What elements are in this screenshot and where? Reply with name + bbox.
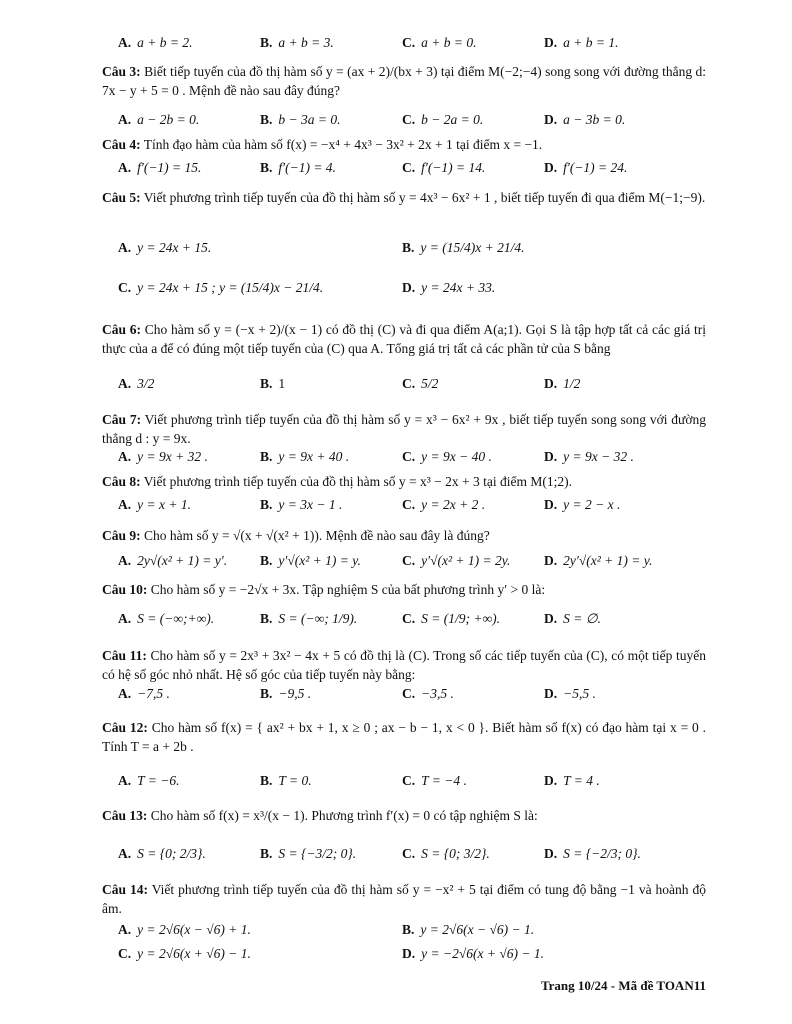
option-a <box>118 112 199 128</box>
question-stem: Cho hàm số y = (−x + 2)/(x − 1) có đồ thị (C) và đi qua điểm A(a;1). Gọi S là tập hợp tất cả các giá trị thực của a để có đúng một tiếp tuyến của (C) qua A. Tổng giá trị tất cả các phần tử của S bằng <box>102 322 706 356</box>
option-label: A. <box>118 611 132 626</box>
question-number: Câu 7: <box>102 412 142 427</box>
option-b <box>260 497 342 513</box>
question-number: Câu 14: <box>102 882 148 897</box>
option-text: f′(−1) = 24. <box>563 160 628 175</box>
q6-options <box>118 376 708 395</box>
option-text: T = 0. <box>278 773 312 788</box>
option-a <box>118 553 227 569</box>
option-d <box>544 376 580 392</box>
question-number: Câu 9: <box>102 528 141 543</box>
q11-options <box>118 686 708 705</box>
option-label: D. <box>544 773 558 788</box>
option-label: B. <box>260 686 273 701</box>
option-text: S = {0; 3/2}. <box>421 846 490 861</box>
option-b <box>260 611 357 627</box>
question-10 <box>102 580 706 599</box>
option-b <box>402 240 524 256</box>
option-label: A. <box>118 846 132 861</box>
question-stem: Viết phương trình tiếp tuyến của đồ thị hàm số y = −x² + 5 tại điểm có tung độ bằng −1 và hoành độ âm. <box>102 882 706 916</box>
option-c <box>402 112 483 128</box>
question-stem: Cho hàm số y = −2√x + 3x. Tập nghiệm S của bất phương trình y′ > 0 là: <box>150 582 546 597</box>
option-text: y′√(x² + 1) = 2y. <box>421 553 511 568</box>
question-14 <box>102 880 706 918</box>
option-text: S = {0; 2/3}. <box>137 846 206 861</box>
question-7 <box>102 410 706 448</box>
option-text: y = 2x + 2 . <box>421 497 486 512</box>
option-label: B. <box>402 240 415 255</box>
option-text: y = 9x − 32 . <box>563 449 634 464</box>
option-text: y = 24x + 15 ; y = (15/4)x − 21/4. <box>137 280 324 295</box>
option-label: C. <box>402 846 416 861</box>
q4-options <box>118 160 708 179</box>
option-text: y = 2 − x . <box>563 497 621 512</box>
option-label: D. <box>402 280 416 295</box>
q13-options <box>118 846 708 865</box>
option-text: 1 <box>278 376 286 391</box>
option-d <box>544 846 641 862</box>
option-label: C. <box>402 449 416 464</box>
option-d <box>544 497 620 513</box>
option-a <box>118 773 179 789</box>
option-text: y = 9x − 40 . <box>421 449 492 464</box>
option-text: y = (15/4)x + 21/4. <box>420 240 525 255</box>
question-number: Câu 11: <box>102 648 147 663</box>
option-a <box>118 846 206 862</box>
option-text: y = 9x + 32 . <box>137 449 208 464</box>
question-3 <box>102 62 706 100</box>
option-text: a − 2b = 0. <box>137 112 200 127</box>
option-label: D. <box>544 553 558 568</box>
option-text: y = 9x + 40 . <box>278 449 350 464</box>
question-stem: Viết phương trình tiếp tuyến của đồ thị hàm số y = x³ − 6x² + 9x , biết tiếp tuyến song song với đường thẳng d : y = 9x. <box>102 412 706 446</box>
option-c <box>402 773 467 789</box>
option-text: T = −6. <box>137 773 180 788</box>
option-text: b − 2a = 0. <box>421 112 484 127</box>
option-text: f′(−1) = 15. <box>137 160 202 175</box>
option-text: a + b = 2. <box>137 35 193 50</box>
option-text: a + b = 3. <box>278 35 334 50</box>
q3-options <box>118 112 708 131</box>
option-text: y = 2√6(x − √6) − 1. <box>420 922 535 937</box>
option-d <box>544 686 596 702</box>
option-b <box>260 35 334 51</box>
option-label: C. <box>402 773 416 788</box>
question-stem: Cho hàm số f(x) = { ax² + bx + 1, x ≥ 0 ; ax − b − 1, x < 0 }. Biết hàm số f(x) có đạo hàm tại x = 0 . Tính T = a + 2b . <box>102 720 707 754</box>
question-12 <box>102 718 706 756</box>
option-text: y = −2√6(x + √6) − 1. <box>421 946 544 961</box>
option-label: B. <box>402 922 415 937</box>
option-text: f′(−1) = 14. <box>421 160 486 175</box>
option-text: y = 2√6(x + √6) − 1. <box>137 946 251 961</box>
option-text: −9,5 . <box>278 686 312 701</box>
option-label: A. <box>118 376 132 391</box>
question-number: Câu 4: <box>102 137 141 152</box>
option-label: D. <box>544 160 558 175</box>
option-text: −7,5 . <box>137 686 170 701</box>
option-label: B. <box>260 449 273 464</box>
option-text: 3/2 <box>137 376 155 391</box>
question-number: Câu 3: <box>102 64 141 79</box>
option-text: y = 2√6(x − √6) + 1. <box>137 922 251 937</box>
option-label: D. <box>544 611 558 626</box>
question-stem: Tính đạo hàm của hàm số f(x) = −x⁴ + 4x³ − 3x² + 2x + 1 tại điểm x = −1. <box>143 137 543 152</box>
option-label: D. <box>544 846 558 861</box>
option-text: 2y√(x² + 1) = y′. <box>137 553 228 568</box>
option-label: D. <box>402 946 416 961</box>
option-b <box>402 922 534 938</box>
option-c <box>402 497 485 513</box>
option-text: S = (−∞; 1/9). <box>278 611 358 626</box>
option-a <box>118 240 211 256</box>
option-text: y = 24x + 15. <box>137 240 212 255</box>
option-label: C. <box>402 376 416 391</box>
option-text: 2y′√(x² + 1) = y. <box>563 553 653 568</box>
option-text: y = 3x − 1 . <box>278 497 343 512</box>
option-text: T = −4 . <box>421 773 467 788</box>
option-label: C. <box>402 35 416 50</box>
option-d <box>402 946 544 962</box>
option-text: 5/2 <box>421 376 439 391</box>
q10-options <box>118 611 708 630</box>
option-b <box>260 846 356 862</box>
question-number: Câu 6: <box>102 322 141 337</box>
option-c <box>402 553 510 569</box>
question-stem: Biết tiếp tuyến của đồ thị hàm số y = (ax + 2)/(bx + 3) tại điểm M(−2;−4) song song với đường thẳng d: 7x − y + 5 = 0 . Mệnh đề nào sau đây đúng? <box>102 64 706 98</box>
option-label: D. <box>544 449 558 464</box>
q9-options <box>118 553 708 572</box>
option-label: A. <box>118 773 132 788</box>
option-label: A. <box>118 553 132 568</box>
option-label: C. <box>118 946 132 961</box>
option-label: A. <box>118 240 132 255</box>
option-label: D. <box>544 112 558 127</box>
page-footer: Trang 10/24 - Mã đề TOAN11 <box>540 978 706 993</box>
option-label: B. <box>260 553 273 568</box>
option-label: B. <box>260 160 273 175</box>
option-text: y′√(x² + 1) = y. <box>278 553 361 568</box>
option-c <box>118 280 323 296</box>
option-d <box>544 553 652 569</box>
option-c <box>118 946 251 962</box>
option-text: −3,5 . <box>421 686 454 701</box>
option-text: y = 24x + 33. <box>421 280 496 295</box>
option-d <box>544 112 625 128</box>
option-c <box>402 611 500 627</box>
option-c <box>402 449 492 465</box>
option-label: B. <box>260 112 273 127</box>
option-label: B. <box>260 611 273 626</box>
question-4 <box>102 135 706 154</box>
option-label: A. <box>118 112 132 127</box>
option-text: a − 3b = 0. <box>563 112 626 127</box>
option-label: C. <box>402 611 416 626</box>
question-number: Câu 8: <box>102 474 141 489</box>
option-d <box>544 449 634 465</box>
option-text: S = (−∞;+∞). <box>137 611 215 626</box>
option-label: A. <box>118 35 132 50</box>
q14-options-row2 <box>118 946 708 965</box>
option-a <box>118 922 251 938</box>
option-d <box>544 160 627 176</box>
option-label: A. <box>118 449 132 464</box>
option-text: −5,5 . <box>563 686 596 701</box>
q2-options <box>118 35 708 54</box>
option-label: B. <box>260 846 273 861</box>
question-stem: Viết phương trình tiếp tuyến của đồ thị hàm số y = x³ − 2x + 3 tại điểm M(1;2). <box>143 474 573 489</box>
option-label: C. <box>402 497 416 512</box>
option-a <box>118 686 170 702</box>
option-label: A. <box>118 686 132 701</box>
option-text: a + b = 1. <box>563 35 619 50</box>
option-a <box>118 160 201 176</box>
option-d <box>544 35 618 51</box>
question-stem: Cho hàm số y = √(x + √(x² + 1)). Mệnh đề nào sau đây là đúng? <box>144 528 490 543</box>
option-text: f′(−1) = 4. <box>278 160 336 175</box>
question-number: Câu 13: <box>102 808 148 823</box>
option-c <box>402 376 438 392</box>
question-11 <box>102 646 706 684</box>
option-b <box>260 773 312 789</box>
option-label: B. <box>260 376 273 391</box>
q12-options <box>118 773 708 792</box>
option-label: C. <box>402 112 416 127</box>
option-b <box>260 376 285 392</box>
option-b <box>260 686 311 702</box>
question-stem: Viết phương trình tiếp tuyến của đồ thị hàm số y = 4x³ − 6x² + 1 , biết tiếp tuyến đi qua điểm M(−1;−9). <box>143 190 706 205</box>
question-number: Câu 12: <box>102 720 148 735</box>
option-text: b − 3a = 0. <box>278 112 341 127</box>
option-label: C. <box>402 686 416 701</box>
question-9 <box>102 526 706 545</box>
option-b <box>260 553 361 569</box>
option-text: y = x + 1. <box>137 497 191 512</box>
option-d <box>544 611 601 627</box>
q7-options <box>118 449 708 468</box>
option-label: B. <box>260 35 273 50</box>
option-c <box>402 686 454 702</box>
question-13 <box>102 806 706 825</box>
option-text: S = (1/9; +∞). <box>421 611 500 626</box>
question-number: Câu 10: <box>102 582 148 597</box>
option-d <box>402 280 495 296</box>
option-text: T = 4 . <box>563 773 600 788</box>
question-6 <box>102 320 706 358</box>
option-label: A. <box>118 160 132 175</box>
option-label: D. <box>544 497 558 512</box>
option-label: A. <box>118 497 132 512</box>
option-a <box>118 449 208 465</box>
q5-options-row1 <box>118 240 708 259</box>
option-text: S = {−2/3; 0}. <box>563 846 641 861</box>
option-text: 1/2 <box>563 376 581 391</box>
option-a <box>118 611 214 627</box>
option-label: B. <box>260 773 273 788</box>
option-d <box>544 773 600 789</box>
option-c <box>402 35 476 51</box>
option-b <box>260 160 336 176</box>
option-label: C. <box>118 280 132 295</box>
option-c <box>402 846 490 862</box>
option-c <box>402 160 485 176</box>
option-label: B. <box>260 497 273 512</box>
option-a <box>118 376 154 392</box>
option-b <box>260 449 349 465</box>
option-text: a + b = 0. <box>421 35 477 50</box>
question-5 <box>102 188 706 207</box>
option-label: D. <box>544 376 558 391</box>
option-label: C. <box>402 553 416 568</box>
question-stem: Cho hàm số y = 2x³ + 3x² − 4x + 5 có đồ thị là (C). Trong số các tiếp tuyến của (C), có một tiếp tuyến có hệ số góc nhỏ nhất. Hệ số góc của tiếp tuyến này bằng: <box>102 648 707 682</box>
question-stem: Cho hàm số f(x) = x³/(x − 1). Phương trình f′(x) = 0 có tập nghiệm S là: <box>150 808 538 823</box>
question-8 <box>102 472 706 491</box>
option-label: C. <box>402 160 416 175</box>
option-a <box>118 35 192 51</box>
option-label: D. <box>544 686 558 701</box>
question-number: Câu 5: <box>102 190 141 205</box>
option-label: D. <box>544 35 558 50</box>
option-text: S = {−3/2; 0}. <box>278 846 357 861</box>
option-b <box>260 112 341 128</box>
q8-options <box>118 497 708 516</box>
option-a <box>118 497 191 513</box>
option-text: S = ∅. <box>563 611 601 626</box>
q14-options-row1 <box>118 922 708 941</box>
q5-options-row2 <box>118 280 708 299</box>
option-label: A. <box>118 922 132 937</box>
